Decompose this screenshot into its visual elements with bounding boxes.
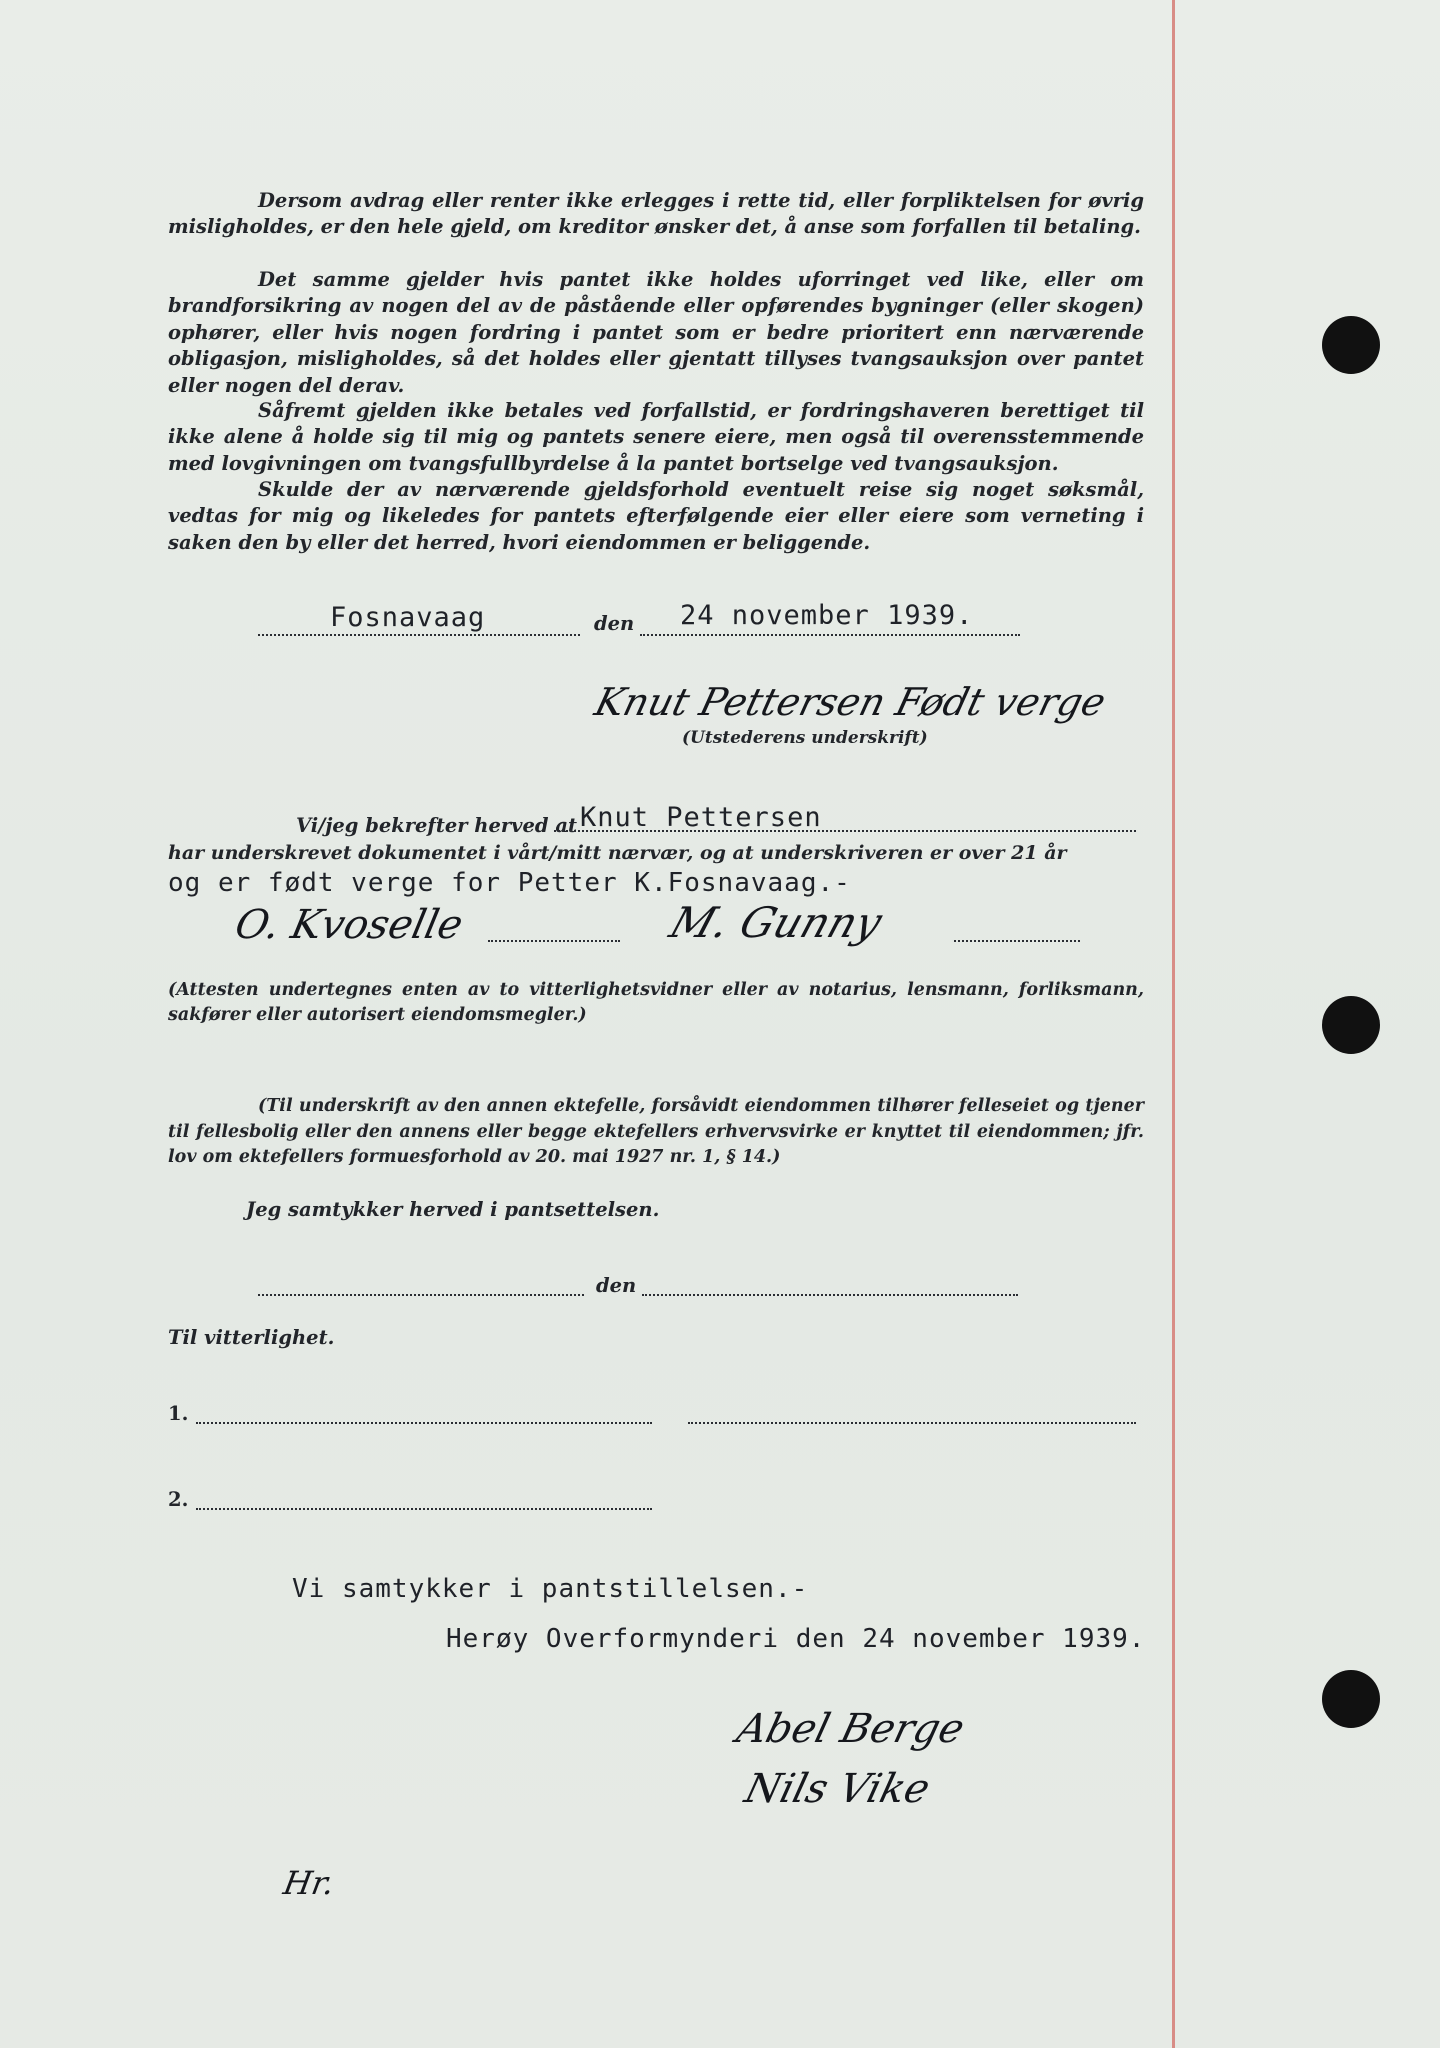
confirmation-line-3: og er født verge for Petter K.Fosnavaag.- <box>168 868 851 898</box>
confirmation-lead: Vi/jeg bekrefter herved at <box>296 814 577 837</box>
witness-1-line <box>488 940 620 942</box>
guardian-consent-line-2: Herøy Overformynderi den 24 november 1939. <box>446 1624 1146 1654</box>
blank-place-line <box>258 1294 584 1296</box>
place-value: Fosnavaag <box>330 602 486 633</box>
punch-hole <box>1322 996 1380 1054</box>
punch-hole <box>1322 316 1380 374</box>
witness-number-2: 2. <box>168 1488 189 1511</box>
issuer-signature-caption: (Utstederens underskrift) <box>682 728 928 748</box>
punch-hole <box>1322 1670 1380 1728</box>
consent-line: Jeg samtykker herved i pantsettelsen. <box>246 1198 660 1221</box>
attestation-note: (Attesten undertegnes enten av to vitterlighetsvidner eller av notarius, lensmann, forliksmann, sakfører eller autorisert eiendomsmegler.) <box>168 980 1144 1025</box>
date-value: 24 november 1939. <box>680 600 974 631</box>
issuer-signature: Knut Pettersen Født verge <box>590 680 1111 724</box>
paragraph-enforcement: Såfremt gjelden ikke betales ved forfallstid, er fordringshaveren berettiget til ikke alene å holde sig til mig og pantets senere eiere, men også til overensstemmende med lovgivningen om tvangsfullbyrdelse å la pantet bortselge ved tvangsauksjon. <box>168 399 1144 475</box>
date-field-line <box>640 634 1020 636</box>
guardian-signature-2: Nils Vike <box>740 1766 935 1812</box>
witness-number-1: 1. <box>168 1402 189 1425</box>
witness-2-name-line <box>196 1508 652 1510</box>
blank-date-line <box>642 1294 1018 1296</box>
witness-1-address-line <box>688 1422 1136 1424</box>
witnesses-heading: Til vitterlighet. <box>168 1326 335 1349</box>
witness-1-name-line <box>196 1422 652 1424</box>
witness-2-line <box>954 940 1080 942</box>
blank-den-label: den <box>596 1274 637 1297</box>
guardian-signature-1: Abel Berge <box>732 1706 969 1752</box>
confirmation-name: Knut Pettersen <box>580 802 822 833</box>
witness-signature-2: M. Gunny <box>664 898 889 947</box>
spouse-note: (Til underskrift av den annen ektefelle, forsåvidt eiendommen tilhører felleseiet og tjener til fellesbolig eller den annens eller begge ektefellers erhvervsvirke er knyttet til eiendommen; jfr. lov om ektefellers formuesforhold av 20. mai 1927 nr. 1, § 14.) <box>168 1096 1144 1167</box>
den-label: den <box>594 612 635 635</box>
paragraph-security: Det samme gjelder hvis pantet ikke holdes uforringet ved like, eller om brandforsikring av nogen del av de påstående eller opførendes bygninger (eller skogen) ophører, eller hvis nogen fordring i pantet som er bedre prioritert enn nærværende obligasjon, misligholdes, så det holdes eller gjentatt tillyses tvangsauksjon over pantet eller nogen del derav. <box>168 268 1144 397</box>
paragraph-venue: Skulde der av nærværende gjeldsforhold eventuelt reise sig noget søksmål, vedtas for mig og likeledes for pantets efterfølgende eier eller eiere som verneting i saken den by eller det herred, hvori eiendommen er beliggende. <box>168 478 1144 554</box>
place-field-line <box>258 634 580 636</box>
confirmation-line-2: har underskrevet dokumentet i vårt/mitt nærvær, og at underskriveren er over 21 år <box>168 842 1067 864</box>
guardian-consent-line-1: Vi samtykker i pantstillelsen.- <box>292 1574 809 1604</box>
clerk-initials: Hr. <box>280 1864 338 1902</box>
paragraph-default: Dersom avdrag eller renter ikke erlegges i rette tid, eller forpliktelsen for øvrig misligholdes, er den hele gjeld, om kreditor ønsker det, å anse som forfallen til betaling. <box>168 189 1144 239</box>
margin-rule <box>1172 0 1175 2048</box>
witness-signature-1: O. Kvoselle <box>231 902 467 948</box>
